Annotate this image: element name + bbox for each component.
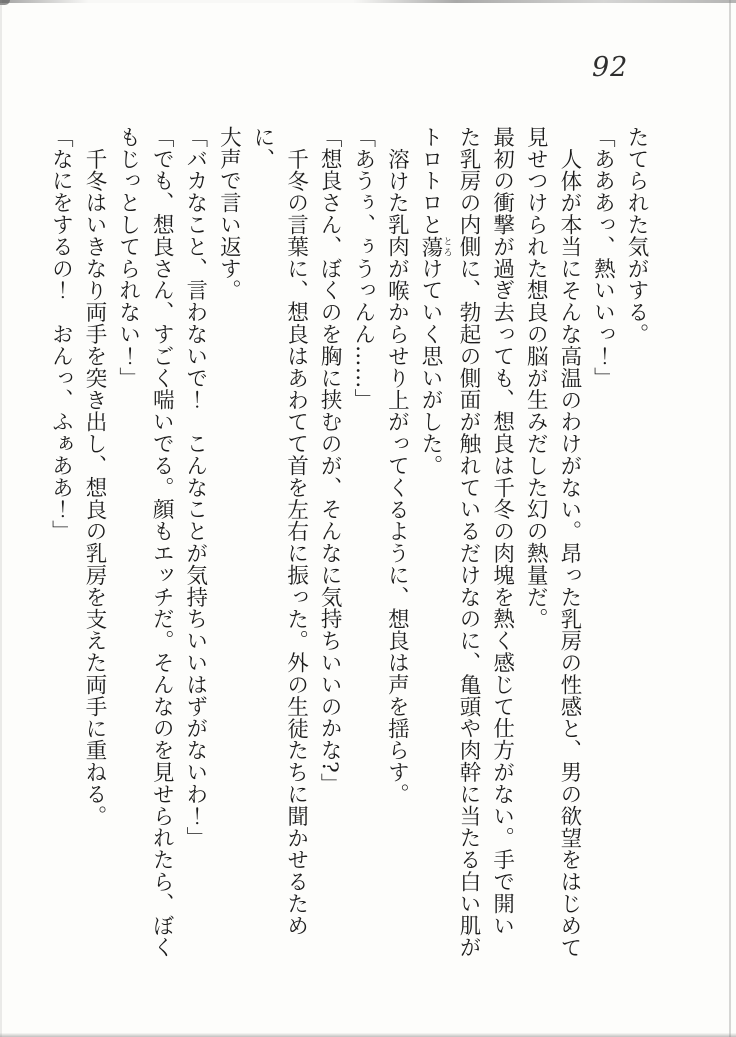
ruby-annotated-word: 蕩とろ [417, 235, 452, 258]
scan-edge-right [729, 0, 731, 1037]
text-column: 「想良さん、ぼくのを胸に挟むのが、そんなに気持ちいいのかな?」 [317, 126, 343, 795]
text-column: 「なにをするの！ おんっ、ふぁああ！」 [48, 126, 74, 543]
text-column: 見せつけられた想良の脳が生みだした幻の熱量だ。 [523, 126, 549, 630]
scan-edge-bottom [0, 1033, 736, 1037]
vertical-text-block [44, 126, 653, 968]
page-number: 92 [592, 52, 629, 83]
text-column: 千冬の言葉に、想良はあわてて首を左右に振った。外の生徒たちに聞かせるために、 [249, 126, 309, 936]
text-column: トロトロと蕩とろけていく思いがした。 [417, 126, 452, 477]
text-column: 「バカなこと、言わないで！ こんなことが気持ちいいはずがないわ！」 [182, 126, 208, 849]
text-column: 「あうぅ、ぅうっんん……」 [350, 126, 376, 411]
text-column: 千冬はいきなり両手を突き出し、想良の乳房を支えた両手に重ねる。 [82, 147, 107, 827]
text-column: 最初の衝撃が過ぎ去っても、想良は千冬の肉塊を熱く感じて仕方がない。手で開い [489, 126, 515, 937]
scan-edge-top [0, 0, 736, 3]
text-column: 大声で言い返す。 [216, 126, 242, 302]
scan-edge-left [0, 0, 2, 1037]
text-column: もじっとしてられない！」 [115, 126, 141, 389]
text-column: 「あああっ、熱いいっ！」 [590, 126, 616, 389]
text-column: 人体が本当にそんな高温のわけがない。昂った乳房の性感と、男の欲望をはじめて [556, 147, 582, 958]
text-column: 「でも、想良さん、すごく喘いでる。顔もエッチだ。そんなのを見せられたら、ぼく [149, 126, 175, 959]
text-column: たてられた気がする。 [624, 126, 649, 345]
text-column: た乳房の内側に、勃起の側面が触れているだけなのに、亀頭や肉幹に当たる白い肌が [456, 126, 482, 959]
text-column: 溶けた乳肉が喉からせり上がってくるように、想良は声を揺らす。 [384, 147, 410, 805]
